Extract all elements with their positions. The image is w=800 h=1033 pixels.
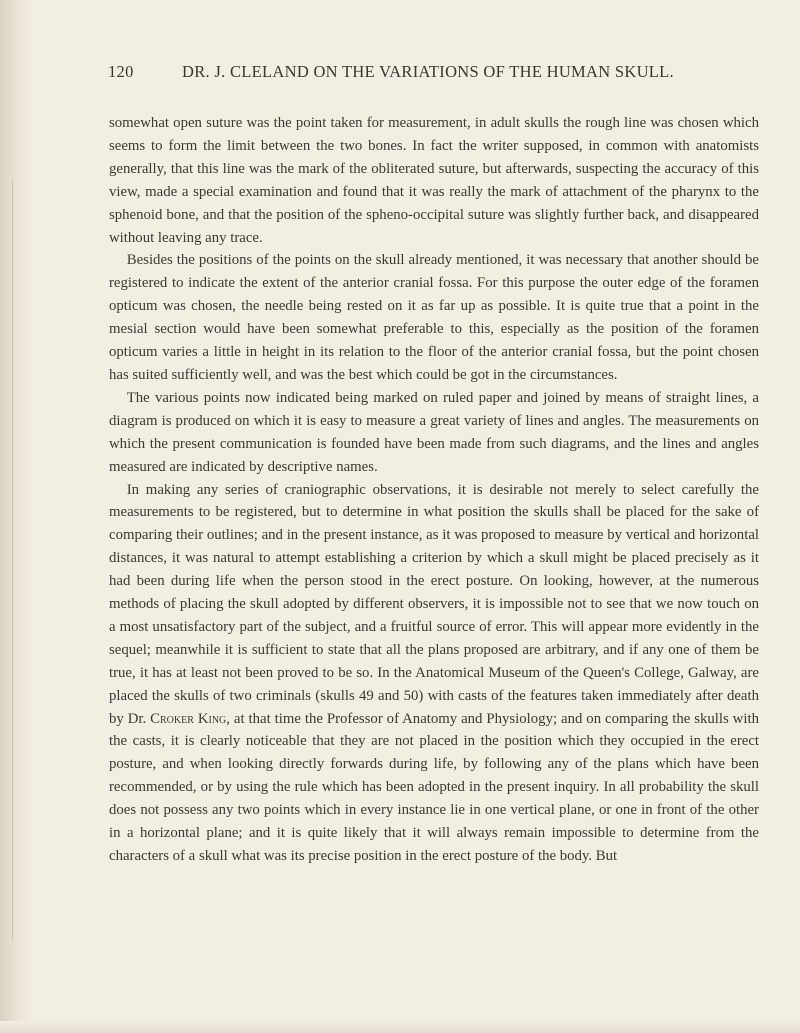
paragraph-2: Besides the positions of the points on the skull already mentioned, it was necessary that another should be registered to indicate the extent of the anterior cranial fossa. For this purpose the outer edge of the foramen opticum was chosen, the needle being rested on it as far up as possible. It is quite true that a point in the mesial section would have been somewhat preferable to this, especially as the position of the foramen opticum varies a little in height in its relation to the floor of the anterior cranial fossa, but the point chosen has suited sufficiently well, and was the best which could be got in the circumstances.	[109, 252, 759, 383]
page-number: 120	[108, 62, 134, 81]
running-title: DR. J. CLELAND ON THE VARIATIONS OF THE HUMAN SKULL.	[182, 62, 674, 81]
page-bottom-edge	[0, 1021, 800, 1033]
paragraph-4	[109, 479, 759, 868]
name-croker-king: Croker King	[150, 710, 227, 727]
paragraph-3: The various points now indicated being marked on ruled paper and joined by means of straight lines, a diagram is produced on which it is easy to measure a great variety of lines and angles. The measurements on which the present communication is founded have been made from such diagrams, and the lines and angles measured are indicated by descriptive names.	[109, 389, 759, 475]
paragraph-4-part-2: , at that time the Professor of Anatomy and Physiology; and on comparing the skulls with the casts, it is clearly noticeable that they are not placed in the position which they occupied in the erect posture, and when looking directly forwards during life, by following any of the plans which have been recommended, or by using the rule which has been adopted in the present inquiry. In all probability the skull does not possess any two points which in every instance lie in one vertical plane, or one in front of the other in a horizontal plane; and it is quite likely that it will always remain impossible to determine from the characters of a skull what was its precise position in the erect posture of the body. But	[109, 710, 759, 864]
binding-shadow	[0, 0, 34, 1033]
page-fold-line	[12, 180, 13, 940]
body-text	[109, 112, 759, 868]
paragraph-1: somewhat open suture was the point taken for measurement, in adult skulls the rough line was chosen which seems to form the limit between the two bones. In fact the writer supposed, in common with anatomists generally, that this line was the mark of the obliterated suture, but afterwards, suspecting the accuracy of this view, made a special examination and found that it was really the mark of attachment of the pharynx to the sphenoid bone, and that the position of the spheno-occipital suture was slightly further back, and disappeared without leaving any trace.	[109, 115, 759, 246]
running-header	[108, 62, 768, 84]
paragraph-4-part-1: In making any series of craniographic observations, it is desirable not merely to select carefully the measurements to be registered, but to determine in what position the skulls shall be placed for the sake of comparing their outlines; and in the present instance, as it was proposed to measure by vertical and horizontal distances, it was natural to attempt establishing a criterion by which a skull might be placed precisely as it had been during life when the person stood in the erect posture. On looking, however, at the numerous methods of placing the skull adopted by different observers, it is impossible not to see that we now touch on a most unsatisfactory part of the subject, and a fruitful source of error. This will appear more evidently in the sequel; meanwhile it is sufficient to state that all the plans proposed are arbitrary, and if any one of them be true, it has at least not been proved to be so. In the Anatomical Museum of the Queen's College, Galway, are placed the skulls of two criminals (skulls 49 and 50) with casts of the features taken immediately after death by Dr.	[109, 481, 759, 727]
